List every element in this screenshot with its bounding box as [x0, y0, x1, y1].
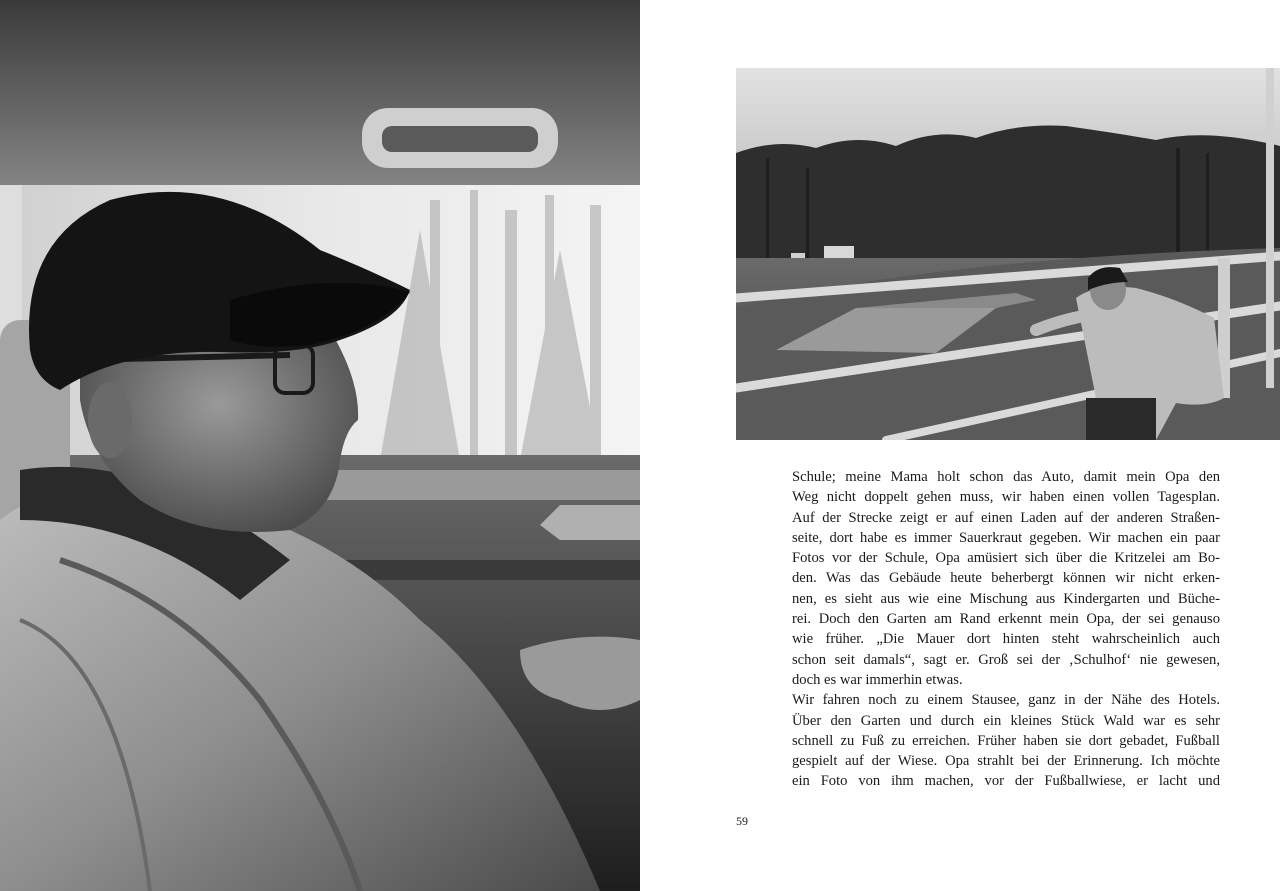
text-line: den. Was das Gebäude heute beherbergt können wir nicht erken- — [792, 570, 1220, 587]
text-line: ein Foto von ihm machen, vor der Fußballwiese, er lacht und — [792, 773, 1220, 790]
text-line: rei. Doch den Garten am Rand erkennt mein Opa, der sei genauso — [792, 611, 1220, 628]
text-line: Über den Garten und durch ein kleines Stück Wald war es sehr — [792, 712, 1220, 729]
text-line: Wir fahren noch zu einem Stausee, ganz in der Nähe des Hotels. — [792, 692, 1220, 709]
text-line: Auf der Strecke zeigt er auf einen Laden auf der anderen Straßen- — [792, 509, 1220, 526]
right-page — [640, 0, 1280, 891]
text-line: doch es war immerhin etwas. — [792, 671, 963, 688]
text-line: Schule; meine Mama holt schon das Auto, damit mein Opa den — [792, 469, 1220, 485]
text-line: schnell zu Fuß zu erreichen. Früher haben sie dort gebadet, Fußball — [792, 732, 1220, 749]
body-text — [792, 467, 1220, 792]
reservoir-railing-photo — [736, 68, 1280, 440]
text-line: seite, dort habe es immer Sauerkraut gegeben. Wir machen ein paar — [792, 529, 1220, 546]
text-line: Fotos vor der Schule, Opa amüsiert sich über die Kritzelei am Bo- — [792, 550, 1220, 567]
page-number: 59 — [736, 814, 748, 828]
reservoir-photo — [736, 68, 1280, 440]
text-line: Weg nicht doppelt gehen muss, wir haben einen vollen Tagesplan. — [792, 489, 1220, 506]
text-line: wie früher. „Die Mauer dort hinten steht wahrscheinlich auch — [792, 631, 1220, 648]
text-line: schon seit damals“, sagt er. Groß sei der ‚Schulhof‘ nie gewesen, — [792, 651, 1220, 668]
text-line: gespielt auf der Wiese. Opa strahlt bei der Erinnerung. Ich möchte — [792, 753, 1220, 770]
text-line: nen, es sieht aus wie eine Mischung aus Kindergarten und Büche- — [792, 590, 1220, 607]
